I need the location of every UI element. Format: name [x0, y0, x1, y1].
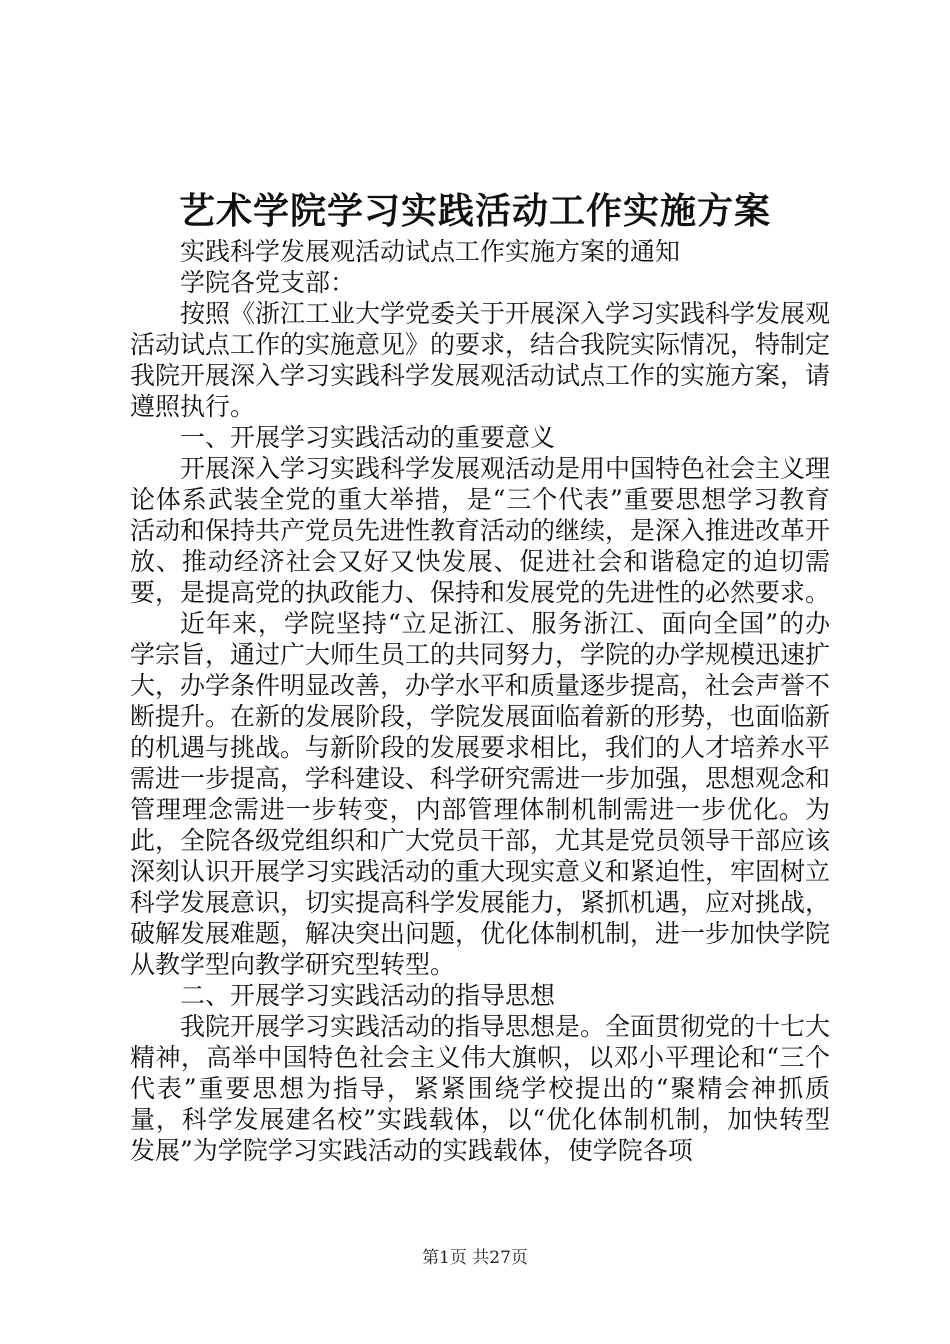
page-number-footer: 第1页 共27页: [422, 1248, 528, 1268]
paragraph-notice-heading: 实践科学发展观活动试点工作实施方案的通知: [180, 237, 681, 266]
section-heading-guiding-thought: 二、开展学习实践活动的指导思想: [180, 981, 556, 1010]
paragraph-recent-years: 近年来，学院坚持“立足浙江、服务浙江、面向全国”的办学宗旨，通过广大师生员工的共同努力，学院的办学规模迅速扩大，办学条件明显改善，办学水平和质量逐步提高，社会声誉不断提升。在新的发展阶段，学院发展面临着新的形势，也面临新的机遇与挑战。与新阶段的发展要求相比，我们的人才培养水平需进一步提高，学科建设、科学研究需进一步加强，思想观念和管理理念需进一步转变，内部管理体制机制需进一步优化。为此，全院各级党组织和广大党员干部，尤其是党员领导干部应该深刻认识开展学习实践活动的重大现实意义和紧迫性，牢固树立科学发展意识，切实提高科学发展能力，紧抓机遇，应对挑战，破解发展难题，解决突出问题，优化体制机制，进一步加快学院从教学型向教学研究型转型。: [130, 609, 831, 979]
paragraph-guiding-thought: 我院开展学习实践活动的指导思想是。全面贯彻党的十七大精神，高举中国特色社会主义伟大旗帜，以邓小平理论和“三个代表”重要思想为指导，紧紧围绕学校提出的“聚精会神抓质量，科学发展建名校”实践载体，以“优化体制机制，加快转型发展”为学院学习实践活动的实践载体，使学院各项: [130, 1012, 831, 1165]
document-body: [130, 236, 830, 1166]
paragraph-salutation: 学院各党支部：: [180, 268, 356, 297]
document-title: 艺术学院学习实践活动工作实施方案: [178, 190, 771, 232]
section-heading-significance: 一、开展学习实践活动的重要意义: [180, 423, 556, 452]
paragraph-intro: 按照《浙江工业大学党委关于开展深入学习实践科学发展观活动试点工作的实施意见》的要求，结合我院实际情况，特制定我院开展深入学习实践科学发展观活动试点工作的实施方案，请遵照执行。: [130, 299, 831, 421]
paragraph-significance: 开展深入学习实践科学发展观活动是用中国特色社会主义理论体系武装全党的重大举措，是“三个代表”重要思想学习教育活动和保持共产党员先进性教育活动的继续，是深入推进改革开放、推动经济社会又好又快发展、促进社会和谐稳定的迫切需要，是提高党的执政能力、保持和发展党的先进性的必然要求。: [130, 454, 831, 607]
